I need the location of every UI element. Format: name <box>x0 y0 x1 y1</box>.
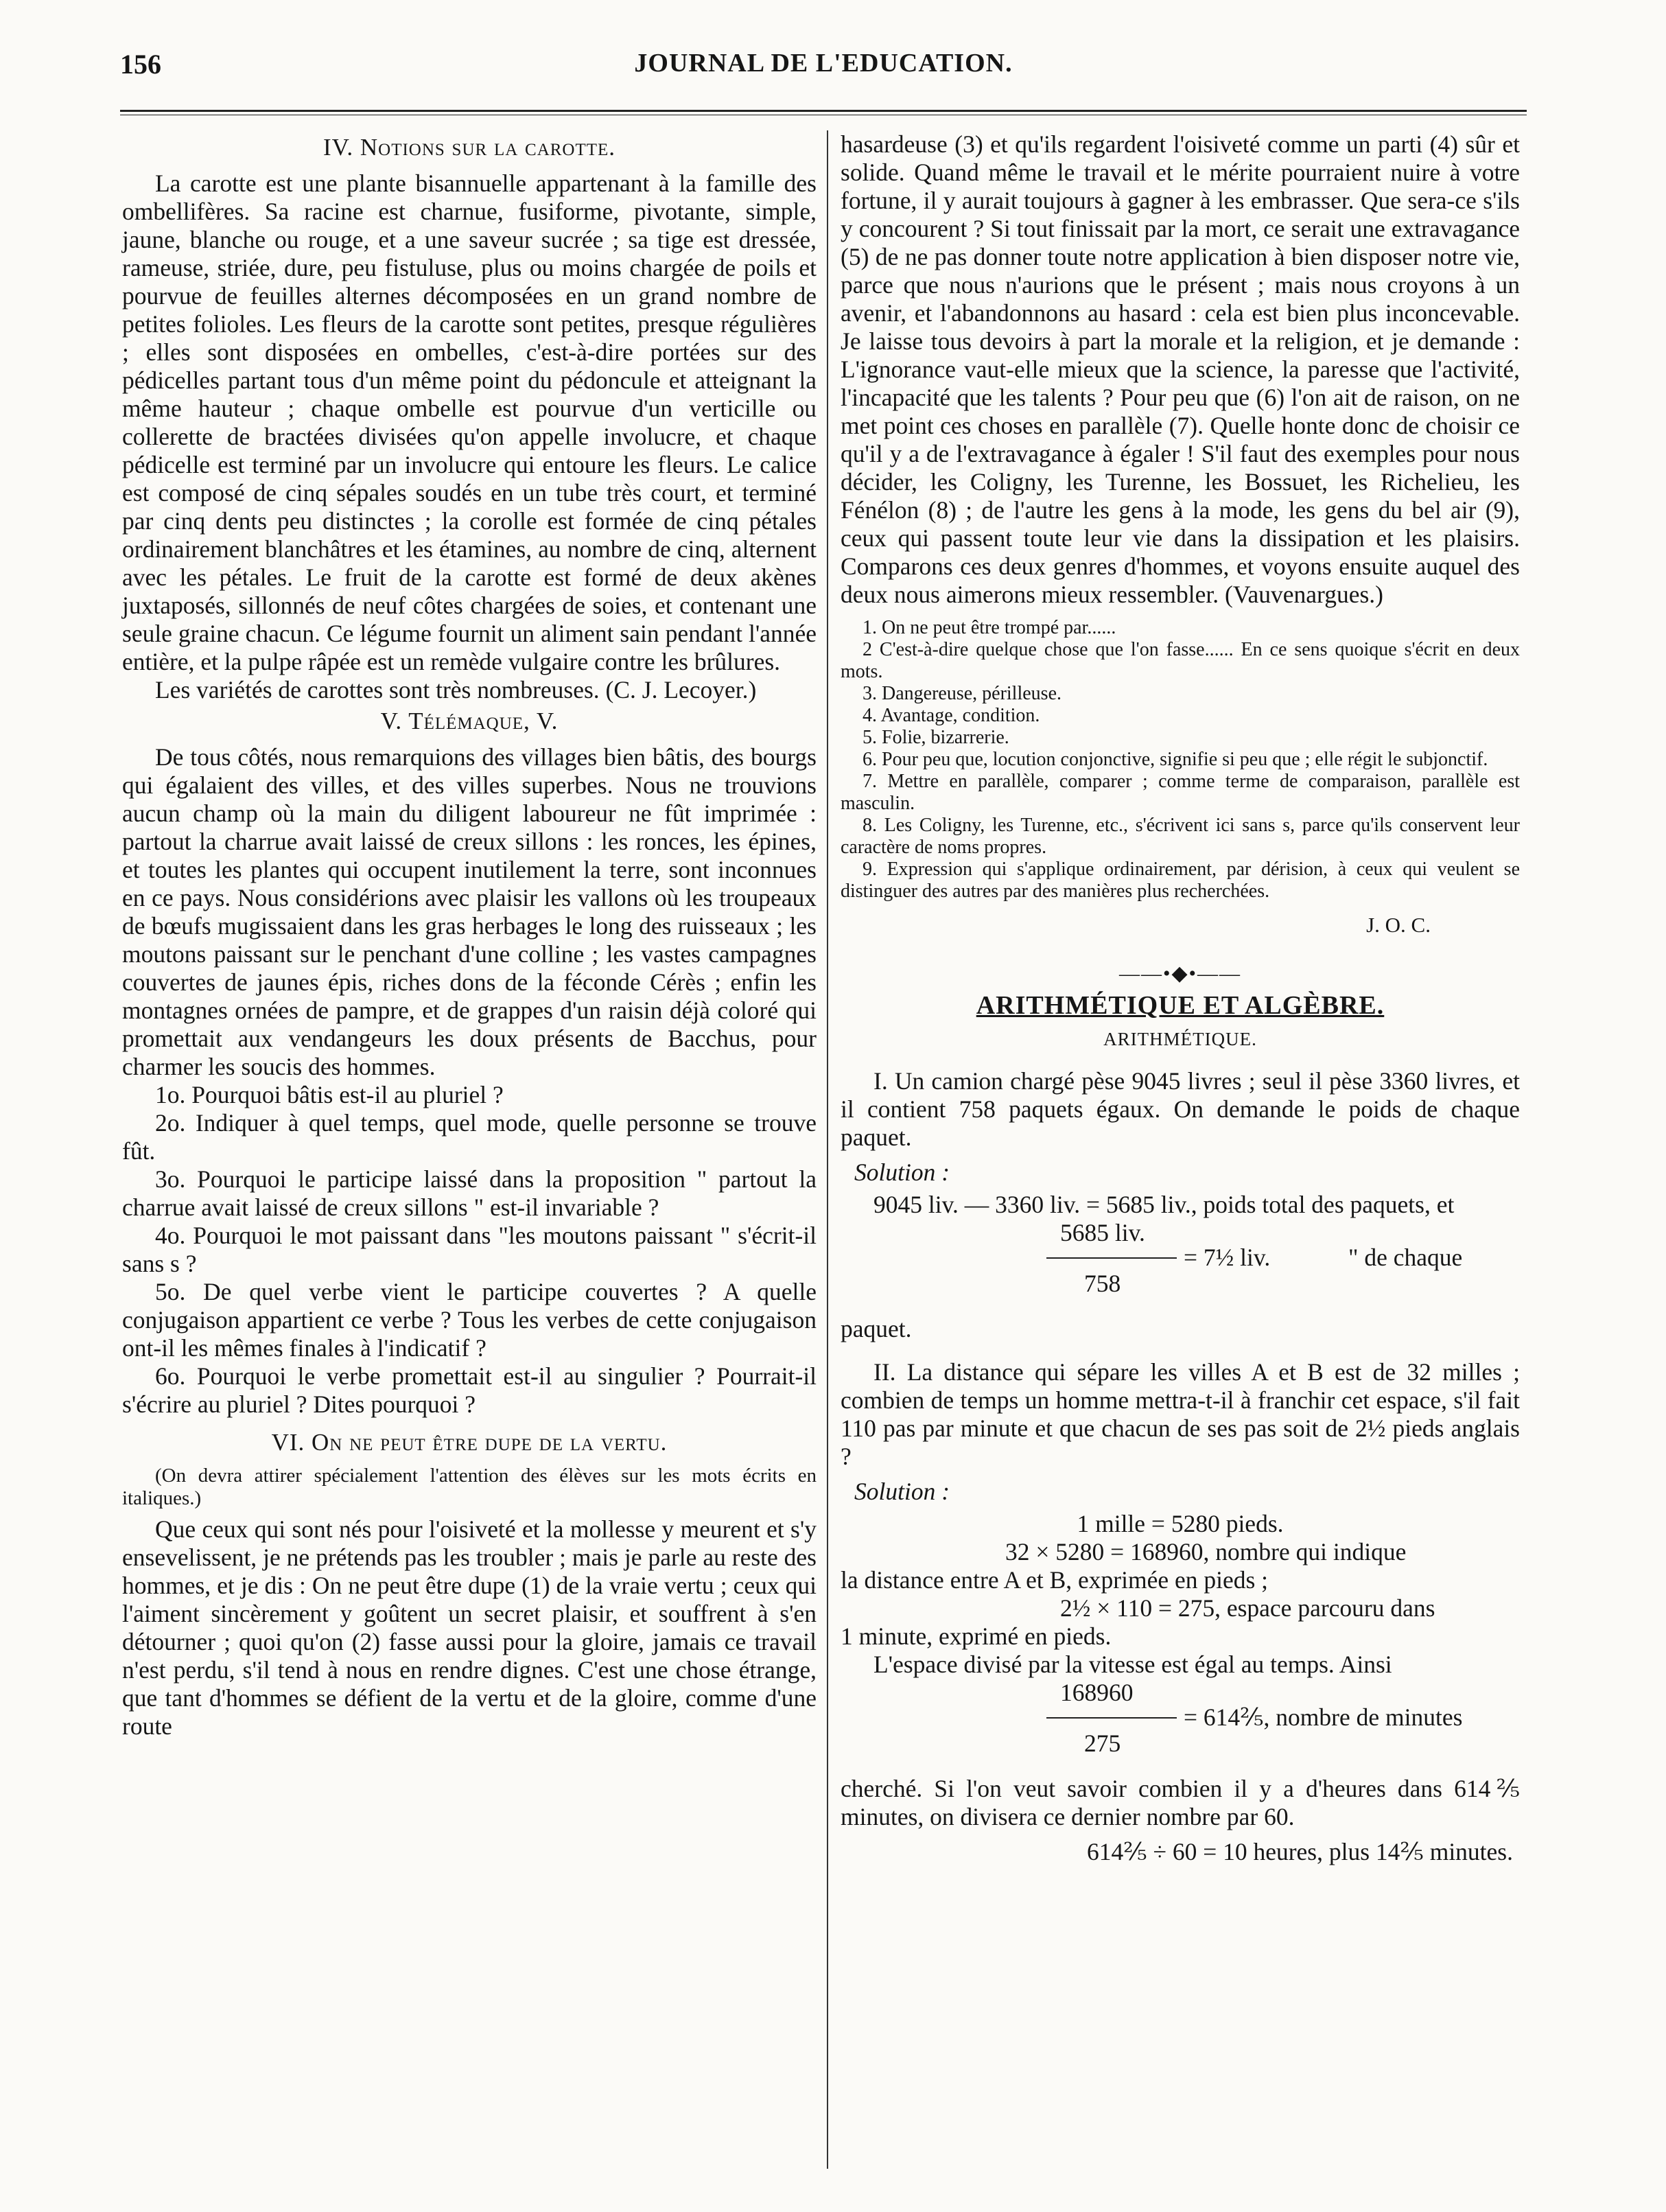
running-title: JOURNAL DE L'EDUCATION. <box>634 49 1013 78</box>
problem-2-line-2: 32 × 5280 = 168960, nombre qui indique <box>1005 1538 1407 1565</box>
problem-1-end: paquet. <box>841 1315 912 1342</box>
paragraph-carotte: La carotte est une plante bisannuelle appartenant à la famille des ombellifères. Sa racine est charnue, fusiforme, pivotante, simple, jaune, blanche ou rouge, et a une saveur sucrée ; sa tige est dressée, rameuse, striée, dure, peu fistuluse, plus ou moins chargée de poils et pourvue de feuilles alternes décomposées en un grand nombre de petites folioles. Les fleurs de la carotte sont petites, presque régulières ; elles sont disposées en ombelles, c'est-à-dire portées sur des pédicelles partant tous d'un même point du pédoncule et atteignant la même hauteur ; chaque ombelle est pourvue d'un verticille ou collerette de bractées divisées qu'on appelle involucre, et chaque pédicelle est terminé par un involucre qui entoure les fleurs. Le calice est composé de cinq sépales soudés en un tube très court, et terminé par cinq dents peu distinctes ; la corolle est formée de cinq pétales ordinairement blanchâtres et les étamines, au nombre de cinq, alternent avec les pétales. Le fruit de la carotte est formé de deux akènes juxtaposés, sillonnés de neuf côtes chargées de soies, et contenant une seule graine chacun. Ce légume fournit un aliment sain pendant l'année entière, et la pulpe râpée est un remède vulgaire contre les brûlures. <box>122 170 817 675</box>
footnote-9: 9. Expression qui s'applique ordinairement, par dérision, à ceux qui veulent se distinguer des autres par des manières plus recherchées. <box>841 859 1520 902</box>
fraction-2-bar <box>1046 1717 1177 1719</box>
fraction-1-bar <box>1046 1257 1177 1259</box>
section-note: (On devra attirer spécialement l'attention des élèves sur les mots écrits en italiques.) <box>122 1465 817 1509</box>
footnote-4: 4. Avantage, condition. <box>863 705 1040 726</box>
problem-2-line-4: 2½ × 110 = 275, espace parcouru dans <box>1060 1594 1435 1622</box>
problem-2-line-6: L'espace divisé par la vitesse est égal au temps. Ainsi <box>873 1651 1392 1678</box>
question-5: 5o. De quel verbe vient le participe couvertes ? A quelle conjugaison appartient ce verbe ? Tous les verbes de cette conjugaison ont-il les mêmes finales à l'indicatif ? <box>122 1278 817 1362</box>
question-6: 6o. Pourquoi le verbe promettait est-il au singulier ? Pourrait-il s'écrire au pluriel ? Dites pourquoi ? <box>122 1362 817 1418</box>
footnote-2: 2 C'est-à-dire quelque chose que l'on fasse...... En ce sens quoique s'écrit en deux mots. <box>841 639 1520 682</box>
fraction-1-result-label: " de chaque <box>1348 1244 1463 1271</box>
question-4: 4o. Pourquoi le mot paissant dans "les moutons paissant " s'écrit-il sans s ? <box>122 1222 817 1277</box>
left-column <box>122 130 817 1741</box>
fraction-2-numerator: 168960 <box>1060 1679 1134 1706</box>
fraction-2 <box>841 1679 1520 1775</box>
problem-2-line-7: cherché. Si l'on veut savoir combien il y a d'heures dans 614⅖ minutes, on divisera ce dernier nombre par 60. <box>841 1775 1520 1830</box>
footnote-1: 1. On ne peut être trompé par...... <box>863 617 1116 638</box>
footnote-6: 6. Pour peu que, locution conjonctive, signifie si peu que ; elle régit le subjonctif. <box>863 749 1488 770</box>
solution-label-2: Solution : <box>854 1478 950 1505</box>
problem-1-calc: 9045 liv. — 3360 liv. = 5685 liv., poids total des paquets, et <box>873 1191 1455 1218</box>
right-column <box>841 130 1520 1866</box>
header-rule <box>120 110 1527 112</box>
footnote-5: 5. Folie, bizarrerie. <box>863 727 1009 748</box>
problem-2-final: 614⅖ ÷ 60 = 10 heures, plus 14⅖ minutes. <box>1086 1838 1513 1865</box>
problem-2-line-3: la distance entre A et B, exprimée en pieds ; <box>841 1566 1269 1594</box>
section-title-telemaque: V. Télémaque, V. <box>380 708 559 734</box>
question-1: 1o. Pourquoi bâtis est-il au pluriel ? <box>155 1081 504 1108</box>
section-title-carotte: IV. Notions sur la carotte. <box>322 134 616 161</box>
fraction-1 <box>841 1219 1520 1315</box>
page-number: 156 <box>120 49 161 80</box>
paragraph-vertu: Que ceux qui sont nés pour l'oisiveté et la mollesse y meurent et s'y ensevelissent, je ne prétends pas les troubler ; mais je parle au reste des hommes, et je dis : On ne peut être dupe (1) de la vraie vertu ; ceux qui l'aiment sincèrement y goûtent un secret plaisir, et souffrent à s'en détourner ; quoi qu'on (2) fasse aussi pour la gloire, jamais ce travail n'est perdu, s'il tend à nous en rendre dignes. C'est une chose étrange, que tant d'hommes se défient de la vertu et de la gloire, comme d'une route <box>122 1515 817 1740</box>
fraction-2-denominator: 275 <box>1084 1730 1121 1757</box>
fraction-1-numerator: 5685 liv. <box>1060 1219 1145 1246</box>
footnotes <box>841 617 1520 903</box>
paragraph-varietes: Les variétés de carottes sont très nombreuses. (C. J. Lecoyer.) <box>155 676 757 703</box>
subsection-title-arithmetique: ARITHMÉTIQUE. <box>1103 1029 1257 1049</box>
problem-2: II. La distance qui sépare les villes A et B est de 32 milles ; combien de temps un homme mettra-t-il à franchir cet espace, s'il fait 110 pas par minute et que chacun de ses pas soit de 2½ pieds anglais ? <box>841 1358 1520 1470</box>
section-title-vertu: VI. On ne peut être dupe de la vertu. <box>271 1429 668 1456</box>
paragraph-telemaque: De tous côtés, nous remarquions des villages bien bâtis, des bourgs qui égalaient des villes, et des villes superbes. Nous ne trouvions aucun champ où la main du diligent laboureur ne fût imprimée : partout la charrue avait laissé de creux sillons : les ronces, les épines, et toutes les plantes qui occupent inutilement la terre, sont inconnues en ce pays. Nous considérions avec plaisir les vallons où les troupeaux de bœufs mugissaient dans les gras herbages le long des ruisseaux ; les moutons paissant sur le penchant d'une colline ; les vastes campagnes couvertes de jaunes épis, riches dons de la féconde Cérès ; enfin les montagnes ornées de pampre, et de grappes d'un raisin déjà coloré qui promettait aux vendangeurs les doux présents de Bacchus, pour charmer les soucis des hommes. <box>122 743 817 1080</box>
fraction-2-result: = 614⅖, nombre de minutes <box>1184 1703 1463 1731</box>
fraction-1-denominator: 758 <box>1084 1270 1121 1297</box>
paragraph-vertu-continued: hasardeuse (3) et qu'ils regardent l'oisiveté comme un parti (4) sûr et solide. Quand même le travail et le mérite pourraient nuire à votre fortune, il y aurait toujours à gagner à les embrasser. Que sera-ce s'ils y concourent ? Si tout finissait par la mort, ce serait une extravagance (5) de ne pas donner toute notre application à bien disposer notre vie, parce que nous n'aurions que le présent ; mais nous croyons à un avenir, et l'abandonnons au hasard : cela est bien plus inconcevable. Je laisse tous devoirs à part la morale et la religion, et je demande : L'ignorance vaut-elle mieux que la science, la paresse que l'activité, l'incapacité que les talents ? Pour peu que (6) l'on ait de raison, on ne met point ces choses en parallèle (7). Quelle honte donc de choisir ce qu'il y a de l'extravagance à égaler ! S'il faut des exemples pour nous décider, les Coligny, les Turenne, les Bossuet, les Richelieu, les Fénélon (8) ; de l'autre les gens à la mode, les gens du bel air (9), ceux qui passent toute leur vie dans la dissipation et les plaisirs. Comparons ces deux genres d'hommes, et voyons ensuite auquel des deux nous aimerons mieux ressembler. (Vauvenargues.) <box>841 130 1520 608</box>
footnote-8: 8. Les Coligny, les Turenne, etc., s'écrivent ici sans s, parce qu'ils conservent leur caractère de noms propres. <box>841 815 1520 858</box>
section-title-arithmetique: ARITHMÉTIQUE ET ALGÈBRE. <box>976 991 1385 1020</box>
problem-1: I. Un camion chargé pèse 9045 livres ; seul il pèse 3360 livres, et il contient 758 paquets égaux. On demande le poids de chaque paquet. <box>841 1067 1520 1151</box>
problem-2-line-1: 1 mille = 5280 pieds. <box>1077 1510 1284 1537</box>
signature: J. O. C. <box>1366 913 1431 937</box>
fraction-1-result: = 7½ liv. <box>1184 1244 1271 1271</box>
page-header <box>120 48 1527 89</box>
solution-label-1: Solution : <box>854 1159 950 1186</box>
ornament-divider: ——•◆•—— <box>1118 962 1242 985</box>
question-2: 2o. Indiquer à quel temps, quel mode, quelle personne se trouve fût. <box>122 1109 817 1165</box>
footnote-7: 7. Mettre en parallèle, comparer ; comme terme de comparaison, parallèle est masculin. <box>841 771 1520 814</box>
problem-2-line-5: 1 minute, exprimé en pieds. <box>841 1622 1112 1650</box>
column-divider <box>827 130 828 2169</box>
footnote-3: 3. Dangereuse, périlleuse. <box>863 683 1061 704</box>
question-3: 3o. Pourquoi le participe laissé dans la proposition " partout la charrue avait laissé de creux sillons " est-il invariable ? <box>122 1165 817 1221</box>
